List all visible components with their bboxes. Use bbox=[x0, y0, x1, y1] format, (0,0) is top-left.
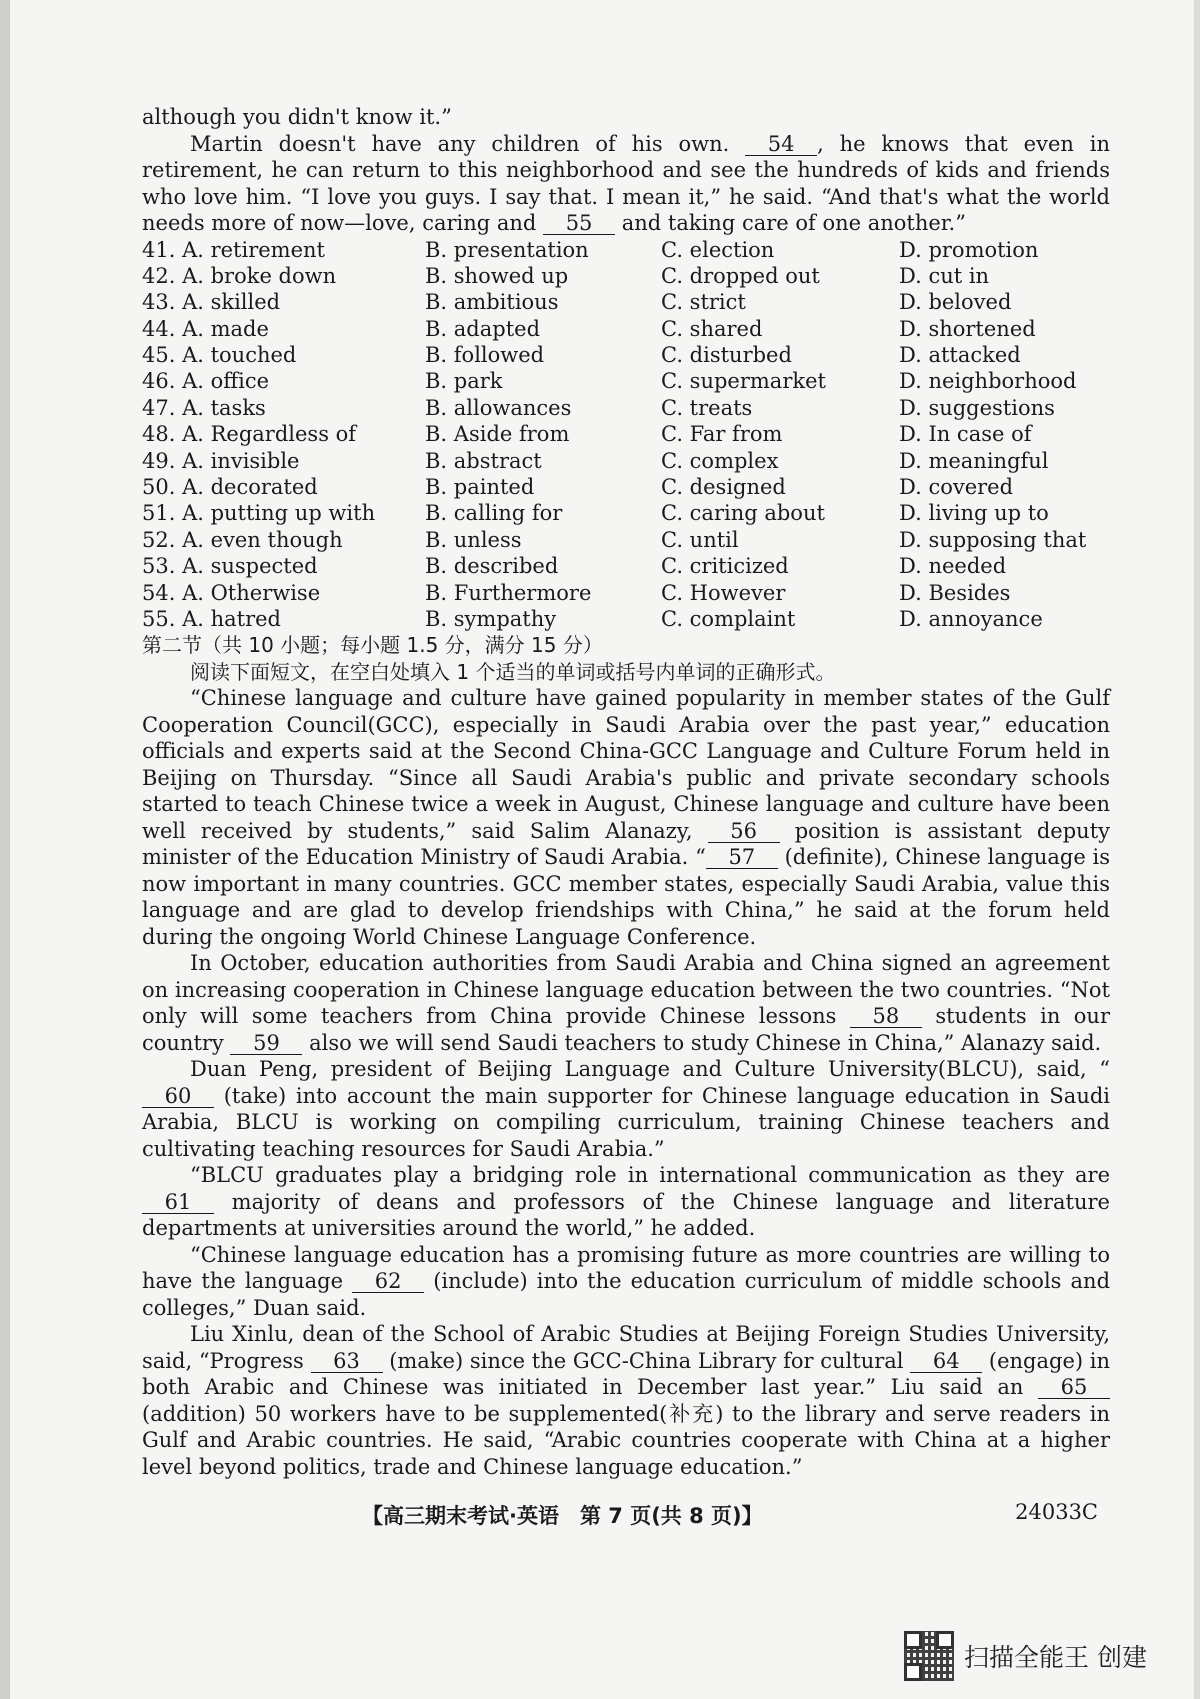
option-c: C. treats bbox=[661, 395, 753, 420]
option-c: C. complex bbox=[661, 448, 779, 473]
option-d: D. beloved bbox=[899, 290, 1012, 315]
footer-exam-title: 【高三期末考试·英语 第 7 页(共 8 页)】 bbox=[362, 1504, 763, 1528]
page-content bbox=[142, 104, 1110, 1480]
option-row bbox=[142, 527, 1110, 553]
option-d: D. Besides bbox=[899, 580, 1011, 605]
blank-65: 65 bbox=[1038, 1376, 1110, 1399]
footer-code: 24033C bbox=[1015, 1500, 1098, 1524]
option-c: C. caring about bbox=[661, 501, 825, 526]
option-d: D. cut in bbox=[899, 263, 990, 288]
option-d: D. supposing that bbox=[899, 527, 1087, 552]
option-row bbox=[142, 553, 1110, 579]
option-c: C. complaint bbox=[661, 606, 796, 631]
page-footer bbox=[142, 1500, 1110, 1530]
option-b: B. Aside from bbox=[425, 422, 570, 447]
option-b: B. followed bbox=[425, 343, 545, 368]
option-c: C. strict bbox=[661, 290, 746, 315]
qr-code-icon bbox=[904, 1631, 954, 1681]
option-row bbox=[142, 448, 1110, 474]
option-c: C. designed bbox=[661, 475, 786, 500]
option-c: C. supermarket bbox=[661, 369, 826, 394]
passage2-paragraph-4: “BLCU graduates play a bridging role in international communication as they are 61 majority of deans and professors of the Chinese language and literature departments at universities around the world,” he added. bbox=[142, 1163, 1110, 1241]
passage1-final-paragraph: Martin doesn't have any children of his own. 54 , he knows that even in retirement, he can return to this neighborhood and see the hundreds of kids and friends who love him. “I love you guys. I say that. I mean it,” he said. “And that's what the world needs more of now—love, caring and 55 and taking care of one another.” bbox=[142, 131, 1110, 235]
blank-57: 57 bbox=[706, 846, 778, 869]
option-b: B. adapted bbox=[425, 316, 541, 341]
blank-64: 64 bbox=[910, 1350, 982, 1373]
option-c: C. Far from bbox=[661, 422, 783, 447]
option-row bbox=[142, 263, 1110, 289]
blank-63: 63 bbox=[311, 1350, 383, 1373]
option-d: D. In case of bbox=[899, 422, 1032, 447]
option-c: C. disturbed bbox=[661, 343, 792, 368]
option-d: D. neighborhood bbox=[899, 369, 1077, 394]
option-row bbox=[142, 342, 1110, 368]
option-b: B. sympathy bbox=[425, 606, 557, 631]
option-row bbox=[142, 500, 1110, 526]
blank-56: 56 bbox=[708, 820, 780, 843]
passage1-last-line: although you didn't know it.” bbox=[142, 105, 452, 129]
option-d: D. suggestions bbox=[899, 395, 1055, 420]
option-a: 52. A. even though bbox=[142, 527, 343, 552]
section2-heading: 第二节（共 10 小题；每小题 1.5 分，满分 15 分） bbox=[142, 633, 603, 658]
option-d: D. meaningful bbox=[899, 448, 1049, 473]
option-a: 44. A. made bbox=[142, 316, 269, 341]
option-a: 47. A. tasks bbox=[142, 395, 266, 420]
option-a: 51. A. putting up with bbox=[142, 501, 376, 526]
option-a: 46. A. office bbox=[142, 369, 270, 394]
option-row bbox=[142, 580, 1110, 606]
option-c: C. until bbox=[661, 527, 739, 552]
option-row bbox=[142, 316, 1110, 342]
passage2-paragraph-1: “Chinese language and culture have gained popularity in member states of the Gulf Cooperation Council(GCC), especially in Saudi Arabia over the past year,” education officials and experts said at the Second China-GCC Language and Culture Forum held in Beijing on Thursday. “Since all Saudi Arabia's public and private secondary schools started to teach Chinese twice a week in August, Chinese language and culture have been well received by students,” said Salim Alanazy, 56 position is assistant deputy minister of the Education Ministry of Saudi Arabia. “ 57 (definite), Chinese language is now important in many countries. GCC member states, especially Saudi Arabia, value this language and are glad to develop friendships with China,” he said at the forum held during the ongoing World Chinese Language Conference. bbox=[142, 686, 1111, 949]
option-a: 48. A. Regardless of bbox=[142, 422, 357, 447]
blank-55: 55 bbox=[543, 212, 615, 235]
section2-instruction: 阅读下面短文，在空白处填入 1 个适当的单词或括号内单词的正确形式。 bbox=[190, 659, 836, 684]
scanner-watermark bbox=[904, 1631, 1147, 1681]
option-c: C. dropped out bbox=[661, 263, 820, 288]
option-b: B. showed up bbox=[425, 263, 569, 288]
option-a: 49. A. invisible bbox=[142, 448, 300, 473]
option-a: 55. A. hatred bbox=[142, 606, 281, 631]
option-a: 53. A. suspected bbox=[142, 554, 318, 579]
scan-edge-left bbox=[0, 0, 10, 1699]
option-row bbox=[142, 474, 1110, 500]
option-a: 45. A. touched bbox=[142, 343, 297, 368]
option-c: C. criticized bbox=[661, 554, 789, 579]
option-b: B. allowances bbox=[425, 395, 572, 420]
blank-58: 58 bbox=[850, 1005, 922, 1028]
passage2-paragraph-6: Liu Xinlu, dean of the School of Arabic Studies at Beijing Foreign Studies University, said, “Progress 63 (make) since the GCC-China Library for cultural 64 (engage) in both Arabic and Chinese was initiated in December last year.” Liu said an 65 (addition) 50 workers have to be supplemented(补充) to the library and serve readers in Gulf and Arabic countries. He said, “Arabic countries cooperate with China at a higher level beyond politics, trade and Chinese language education.” bbox=[142, 1322, 1110, 1479]
option-b: B. park bbox=[425, 369, 503, 394]
option-a: 43. A. skilled bbox=[142, 290, 281, 315]
watermark-text: 扫描全能王 创建 bbox=[964, 1643, 1147, 1672]
option-a: 50. A. decorated bbox=[142, 475, 318, 500]
option-d: D. annoyance bbox=[899, 606, 1043, 631]
option-a: 54. A. Otherwise bbox=[142, 580, 321, 605]
option-row bbox=[142, 606, 1110, 632]
option-b: B. calling for bbox=[425, 501, 563, 526]
blank-62: 62 bbox=[352, 1270, 424, 1293]
option-c: C. However bbox=[661, 580, 786, 605]
scan-edge-right bbox=[1194, 0, 1200, 1699]
option-b: B. Furthermore bbox=[425, 580, 592, 605]
option-b: B. presentation bbox=[425, 237, 589, 262]
option-d: D. covered bbox=[899, 475, 1014, 500]
blank-59: 59 bbox=[230, 1032, 302, 1055]
option-b: B. ambitious bbox=[425, 290, 559, 315]
option-a: 42. A. broke down bbox=[142, 263, 337, 288]
option-c: C. election bbox=[661, 237, 775, 262]
option-row bbox=[142, 289, 1110, 315]
option-b: B. described bbox=[425, 554, 559, 579]
passage2-paragraph-5: “Chinese language education has a promising future as more countries are willing to have the language 62 (include) into the education curriculum of middle schools and colleges,” Duan said. bbox=[142, 1242, 1111, 1320]
option-row bbox=[142, 395, 1110, 421]
blank-61: 61 bbox=[142, 1191, 214, 1214]
option-c: C. shared bbox=[661, 316, 763, 341]
option-d: D. living up to bbox=[899, 501, 1049, 526]
option-b: B. abstract bbox=[425, 448, 542, 473]
option-d: D. attacked bbox=[899, 343, 1021, 368]
blank-60: 60 bbox=[142, 1085, 214, 1108]
option-row bbox=[142, 237, 1110, 263]
option-row bbox=[142, 368, 1110, 394]
option-b: B. painted bbox=[425, 475, 535, 500]
blank-54: 54 bbox=[745, 133, 817, 156]
option-d: D. shortened bbox=[899, 316, 1036, 341]
option-row bbox=[142, 421, 1110, 447]
passage2-paragraph-2: In October, education authorities from Saudi Arabia and China signed an agreement on increasing cooperation in Chinese language education between the two countries. “Not only will some teachers from China provide Chinese lessons 58 students in our country 59 also we will send Saudi teachers to study Chinese in China,” Alanazy said. bbox=[142, 951, 1110, 1055]
multiple-choice-options bbox=[142, 237, 1110, 633]
option-b: B. unless bbox=[425, 527, 522, 552]
passage2-paragraph-3: Duan Peng, president of Beijing Language and Culture University(BLCU), said, “60 (take) into account the main supporter for Chinese language education in Saudi Arabia, BLCU is working on compiling curriculum, training Chinese teachers and cultivating teaching resources for Saudi Arabia.” bbox=[142, 1057, 1110, 1161]
option-d: D. promotion bbox=[899, 237, 1039, 262]
option-a: 41. A. retirement bbox=[142, 237, 325, 262]
option-d: D. needed bbox=[899, 554, 1007, 579]
